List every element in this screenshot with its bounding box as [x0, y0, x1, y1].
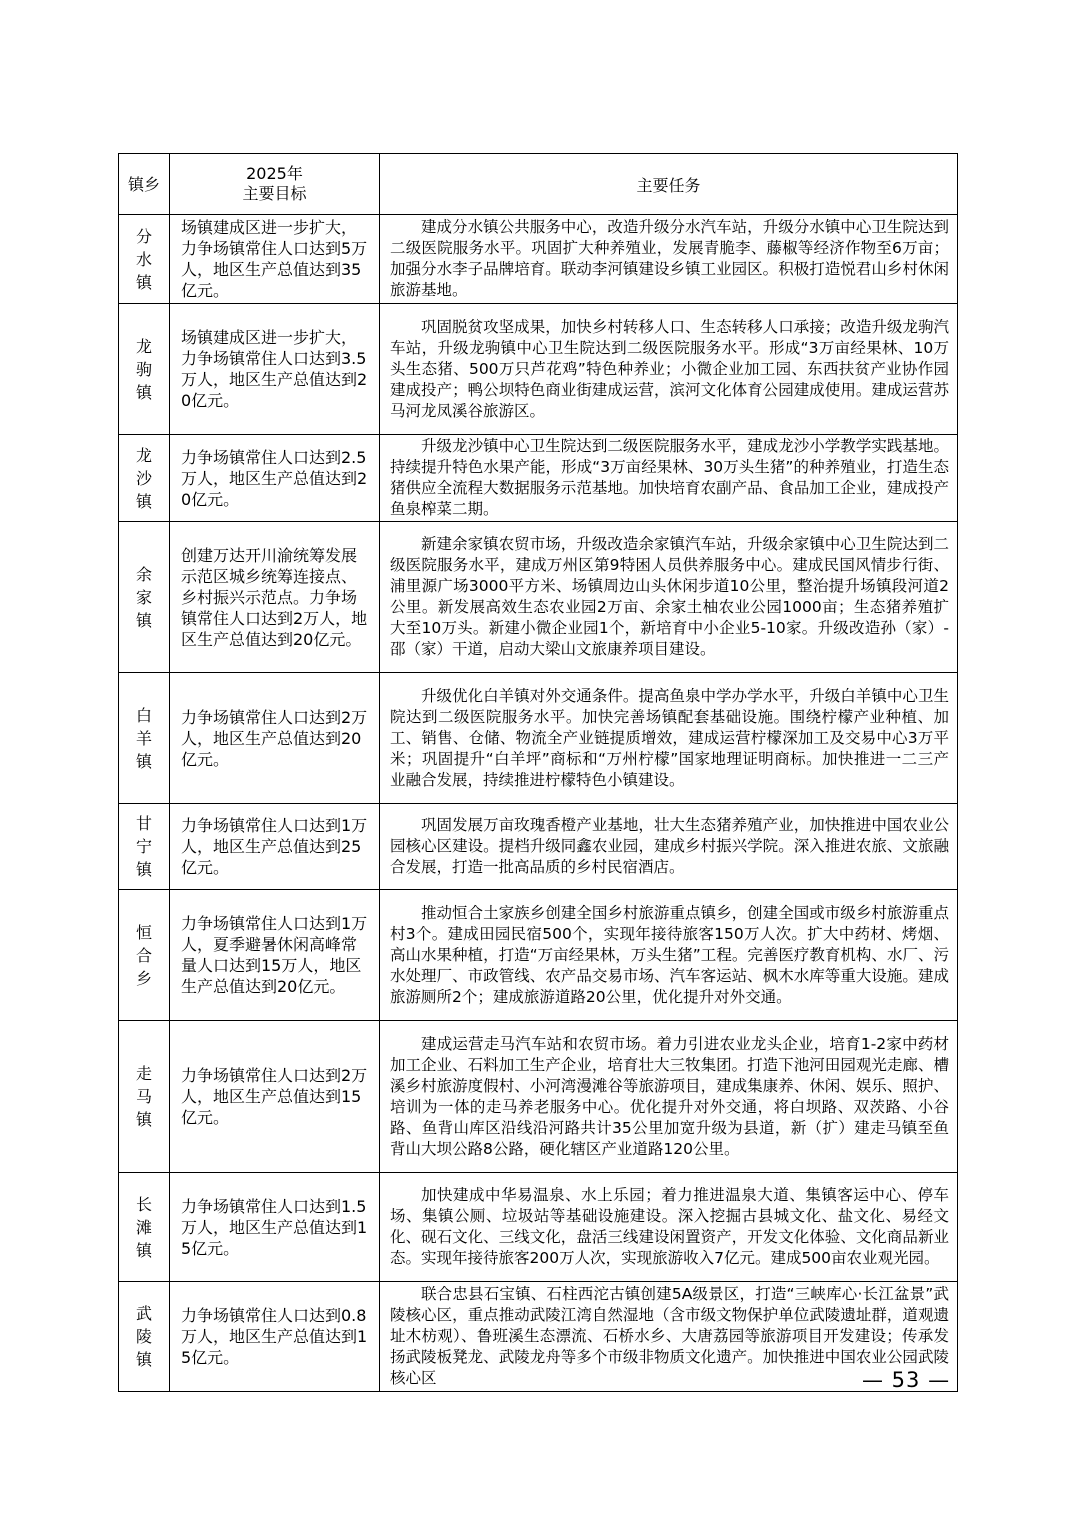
town-cell: 白羊镇	[119, 673, 170, 804]
header-goal	[170, 154, 380, 215]
goal-cell: 力争场镇常住人口达到2.5万人，地区生产总值达到20亿元。	[170, 435, 380, 522]
header-town: 镇乡	[119, 154, 170, 215]
goal-cell: 创建万达开川渝统筹发展示范区城乡统筹连接点、乡村振兴示范点。力争场镇常住人口达到2万人，地区生产总值达到20亿元。	[170, 522, 380, 673]
header-goal-line2: 主要目标	[242, 184, 307, 203]
goal-cell: 力争场镇常住人口达到1.5万人，地区生产总值达到15亿元。	[170, 1173, 380, 1282]
goal-cell: 力争场镇常住人口达到0.8万人，地区生产总值达到15亿元。	[170, 1282, 380, 1392]
goal-cell: 场镇建成区进一步扩大，力争场镇常住人口达到5万人，地区生产总值达到35亿元。	[170, 215, 380, 304]
town-cell: 龙驹镇	[119, 304, 170, 435]
tasks-cell: 升级优化白羊镇对外交通条件。提高鱼泉中学办学水平，升级白羊镇中心卫生院达到二级医院服务水平。加快完善场镇配套基础设施。围绕柠檬产业种植、加工、销售、仓储、物流全产业链提质增效，建成运营柠檬深加工及交易中心3万平米；巩固提升“白羊坪”商标和“万州柠檬”国家地理证明商标。加快推进一二三产业融合发展，持续推进柠檬特色小镇建设。	[380, 673, 958, 804]
town-cell: 甘宁镇	[119, 804, 170, 890]
town-cell: 分水镇	[119, 215, 170, 304]
goal-cell: 力争场镇常住人口达到1万人，地区生产总值达到25亿元。	[170, 804, 380, 890]
table-row	[119, 522, 958, 673]
town-cell: 长滩镇	[119, 1173, 170, 1282]
table-row	[119, 435, 958, 522]
table-row	[119, 304, 958, 435]
table-row	[119, 1021, 958, 1173]
tasks-cell: 建成分水镇公共服务中心，改造升级分水汽车站，升级分水镇中心卫生院达到二级医院服务水平。巩固扩大种养殖业，发展青脆李、藤椒等经济作物至6万亩；加强分水李子品牌培育。联动李河镇建设乡镇工业园区。积极打造悦君山乡村休闲旅游基地。	[380, 215, 958, 304]
town-cell: 恒合乡	[119, 890, 170, 1021]
tasks-cell: 加快建成中华易温泉、水上乐园；着力推进温泉大道、集镇客运中心、停车场、集镇公厕、垃圾站等基础设施建设。深入挖掘古县城文化、盐文化、易经文化、砚石文化、三线文化，盘活三线建设闲置资产，开发文化体验、文化商品新业态。实现年接待旅客200万人次，实现旅游收入7亿元。建成500亩农业观光园。	[380, 1173, 958, 1282]
town-tasks-table	[118, 153, 958, 1392]
header-goal-line1: 2025年	[246, 164, 303, 183]
table-row	[119, 804, 958, 890]
table-row	[119, 1282, 958, 1392]
town-cell: 走马镇	[119, 1021, 170, 1173]
goal-cell: 力争场镇常住人口达到1万人，夏季避暑休闲高峰常量人口达到15万人，地区生产总值达到20亿元。	[170, 890, 380, 1021]
town-cell: 武陵镇	[119, 1282, 170, 1392]
tasks-cell: 推动恒合土家族乡创建全国乡村旅游重点镇乡，创建全国或市级乡村旅游重点村3个。建成田园民宿500个，实现年接待旅客150万人次。扩大中药材、烤烟、高山水果种植，打造“万亩经果林，万头生猪”工程。完善医疗教育机构、水厂、污水处理厂、市政管线、农产品交易市场、汽车客运站、枫木水库等重大设施。建成旅游厕所2个；建成旅游道路20公里，优化提升对外交通。	[380, 890, 958, 1021]
tasks-cell: 巩固发展万亩玫瑰香橙产业基地，壮大生态猪养殖产业，加快推进中国农业公园核心区建设。提档升级同鑫农业园，建成乡村振兴学院。深入推进农旅、文旅融合发展，打造一批高品质的乡村民宿酒店。	[380, 804, 958, 890]
table-header-row	[119, 154, 958, 215]
town-cell: 龙沙镇	[119, 435, 170, 522]
table-row	[119, 215, 958, 304]
header-tasks: 主要任务	[380, 154, 958, 215]
table-row	[119, 673, 958, 804]
tasks-cell: 升级龙沙镇中心卫生院达到二级医院服务水平，建成龙沙小学教学实践基地。持续提升特色水果产能，形成“3万亩经果林、30万头生猪”的种养殖业，打造生态猪供应全流程大数据服务示范基地。加快培育农副产品、食品加工企业，建成投产鱼泉榨菜二期。	[380, 435, 958, 522]
tasks-cell: 联合忠县石宝镇、石柱西沱古镇创建5A级景区，打造“三峡库心·长江盆景”武陵核心区，重点推动武陵江湾自然湿地（含市级文物保护单位武陵遗址群，道观遗址木枋观）、鲁班溪生态漂流、石桥水乡、大唐荔园等旅游项目开发建设；传承发扬武陵板凳龙、武陵龙舟等多个市级非物质文化遗产。加快推进中国农业公园武陵核心区	[380, 1282, 958, 1392]
goal-cell: 力争场镇常住人口达到2万人，地区生产总值达到15亿元。	[170, 1021, 380, 1173]
town-cell: 余家镇	[119, 522, 170, 673]
table-row	[119, 890, 958, 1021]
tasks-cell: 新建余家镇农贸市场，升级改造余家镇汽车站，升级余家镇中心卫生院达到二级医院服务水平，建成万州区第9特困人员供养服务中心。建成民国风情步行街、浦里源广场3000平方米、场镇周边山头休闲步道10公里，整治提升场镇段河道2公里。新发展高效生态农业园2万亩、余家土柚农业公园1000亩；生态猪养殖扩大至10万头。新建小微企业园1个，新培育中小企业5-10家。升级改造孙（家）-邵（家）干道，启动大梁山文旅康养项目建设。	[380, 522, 958, 673]
goal-cell: 场镇建成区进一步扩大，力争场镇常住人口达到3.5万人，地区生产总值达到20亿元。	[170, 304, 380, 435]
table-row	[119, 1173, 958, 1282]
tasks-cell: 建成运营走马汽车站和农贸市场。着力引进农业龙头企业，培育1-2家中药材加工企业、石料加工生产企业，培育壮大三牧集团。打造下池河田园观光走廊、槽溪乡村旅游度假村、小河湾漫滩谷等旅游项目，建成集康养、休闲、娱乐、照护、培训为一体的走马养老服务中心。优化提升对外交通，将白坝路、双茨路、小谷路、鱼背山库区沿线沿河路共计35公里加宽升级为县道，新（扩）建走马镇至鱼背山大坝公路8公路，硬化辖区产业道路120公里。	[380, 1021, 958, 1173]
tasks-cell: 巩固脱贫攻坚成果，加快乡村转移人口、生态转移人口承接；改造升级龙驹汽车站，升级龙驹镇中心卫生院达到二级医院服务水平。形成“3万亩经果林、10万头生态猪、500万只芦花鸡”特色种养业；小微企业加工园、东西扶贫产业协作园建成投产；鸭公坝特色商业街建成运营，滨河文化体育公园建成使用。建成运营苏马河龙凤溪谷旅游区。	[380, 304, 958, 435]
page-number: — 53 —	[862, 1368, 951, 1392]
goal-cell: 力争场镇常住人口达到2万人，地区生产总值达到20亿元。	[170, 673, 380, 804]
